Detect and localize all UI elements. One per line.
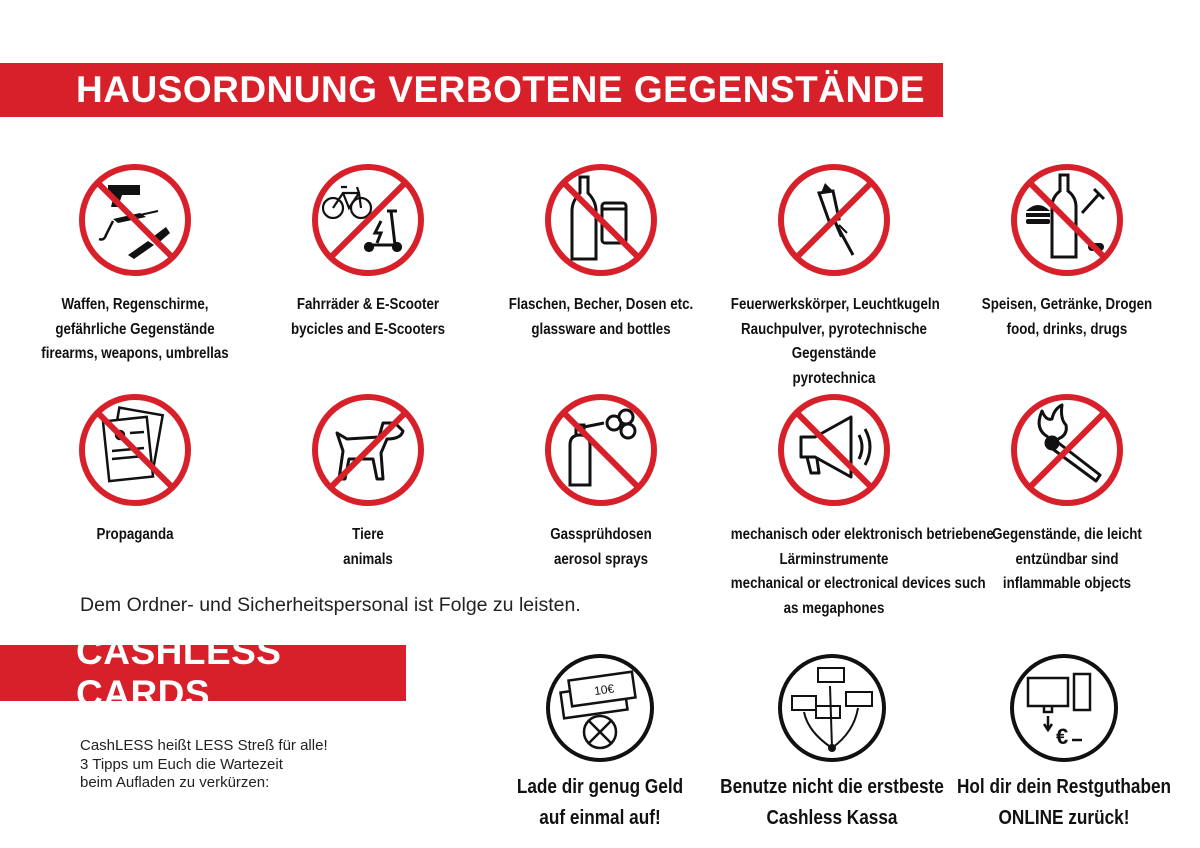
- caption-line: Rauchpulver, pyrotechnische: [741, 320, 927, 338]
- propaganda-papers-icon: [78, 393, 192, 507]
- firework-rocket-icon: [777, 163, 891, 277]
- caption-line: bycicles and E-Scooters: [290, 320, 446, 338]
- bottle-can-icon: [544, 163, 658, 277]
- cashless-title: CASHLESS CARDS: [76, 631, 282, 714]
- caption-line: Speisen, Getränke, Drogen: [981, 296, 1153, 313]
- tip-online-refund: [929, 652, 1199, 834]
- prohibited-item-propaganda: [15, 393, 255, 548]
- caption-line: Feuerwerkskörper, Leuchtkugeln: [730, 296, 940, 313]
- tip-caption-line: auf einmal auf!: [539, 807, 661, 829]
- tip-caption-line: Lade dir genug Geld: [516, 776, 684, 798]
- prohibited-item-weapons: [15, 163, 255, 367]
- banknote-label: 10€: [593, 681, 616, 699]
- caption-line: Gassprühdosen: [550, 526, 652, 543]
- prohibited-item-pyrotechnics: [714, 163, 954, 391]
- caption-line: food, drinks, drugs: [1006, 320, 1128, 338]
- cashless-banner: [0, 631, 406, 714]
- tips-intro-line: 3 Tipps um Euch die Wartezeit: [80, 755, 283, 773]
- prohibited-item-bicycles: [248, 163, 488, 342]
- computer-refund-icon: [1004, 652, 1124, 764]
- banknotes-no-coins-icon: [540, 652, 660, 764]
- tips-intro: [80, 737, 328, 793]
- tip-caption-line: ONLINE zurück!: [998, 807, 1130, 829]
- prohibited-item-bottles: [481, 163, 721, 342]
- caption-line: as megaphones: [783, 599, 885, 617]
- cash-registers-icon: [772, 652, 892, 764]
- caption-line: mechanical or electronical devices such: [730, 575, 986, 592]
- spray-can-icon: [544, 393, 658, 507]
- caption-line: Tiere: [352, 526, 384, 543]
- megaphone-icon: [777, 393, 891, 507]
- prohibited-item-aerosol: [481, 393, 721, 572]
- caption-line: mechanisch oder elektronisch betriebene: [730, 526, 994, 543]
- tips-intro-line: beim Aufladen zu verkürzen:: [80, 774, 270, 791]
- tip-choose-register: [697, 652, 967, 834]
- prohibited-item-animals: [248, 393, 488, 572]
- prohibited-item-food-drinks: [947, 163, 1187, 342]
- caption-line: Fahrräder & E-Scooter: [296, 296, 440, 313]
- prohibited-item-noise-devices: [714, 393, 994, 621]
- caption-line: Propaganda: [96, 526, 174, 543]
- tip-caption-line: Hol dir dein Restguthaben: [956, 776, 1172, 798]
- caption-line: glassware and bottles: [531, 320, 671, 338]
- staff-notice: Dem Ordner- und Sicherheitspersonal ist Folge zu leisten.: [80, 594, 581, 616]
- caption-line: firearms, weapons, umbrellas: [41, 345, 229, 362]
- food-drinks-drugs-icon: [1010, 163, 1124, 277]
- burning-match-icon: [1010, 393, 1124, 507]
- dog-icon: [311, 393, 425, 507]
- caption-line: Waffen, Regenschirme,: [61, 296, 209, 313]
- euro-symbol: €: [1056, 724, 1069, 749]
- caption-line: animals: [343, 550, 393, 568]
- tip-caption-line: Cashless Kassa: [766, 807, 898, 829]
- house-rules-title: HAUSORDNUNG VERBOTENE GEGENSTÄNDE: [76, 69, 926, 110]
- caption-line: Gegenstände: [791, 345, 877, 362]
- house-rules-banner: [0, 63, 943, 117]
- tips-intro-line: CashLESS heißt LESS Streß für alle!: [80, 737, 328, 754]
- caption-line: Gegenstände, die leicht: [992, 526, 1142, 543]
- caption-line: gefährliche Gegenstände: [55, 320, 215, 338]
- caption-line: pyrotechnica: [792, 369, 876, 387]
- caption-line: Lärminstrumente: [779, 550, 889, 568]
- tip-load-money: [465, 652, 735, 834]
- caption-line: aerosol sprays: [553, 550, 649, 568]
- tip-caption-line: Benutze nicht die erstbeste: [720, 776, 944, 798]
- caption-line: inflammable objects: [1002, 575, 1132, 592]
- weapons-umbrella-knife-icon: [78, 163, 192, 277]
- bicycle-scooter-icon: [311, 163, 425, 277]
- caption-line: Flaschen, Becher, Dosen etc.: [508, 296, 694, 313]
- prohibited-item-flammables: [947, 393, 1187, 597]
- caption-line: entzündbar sind: [1015, 550, 1119, 568]
